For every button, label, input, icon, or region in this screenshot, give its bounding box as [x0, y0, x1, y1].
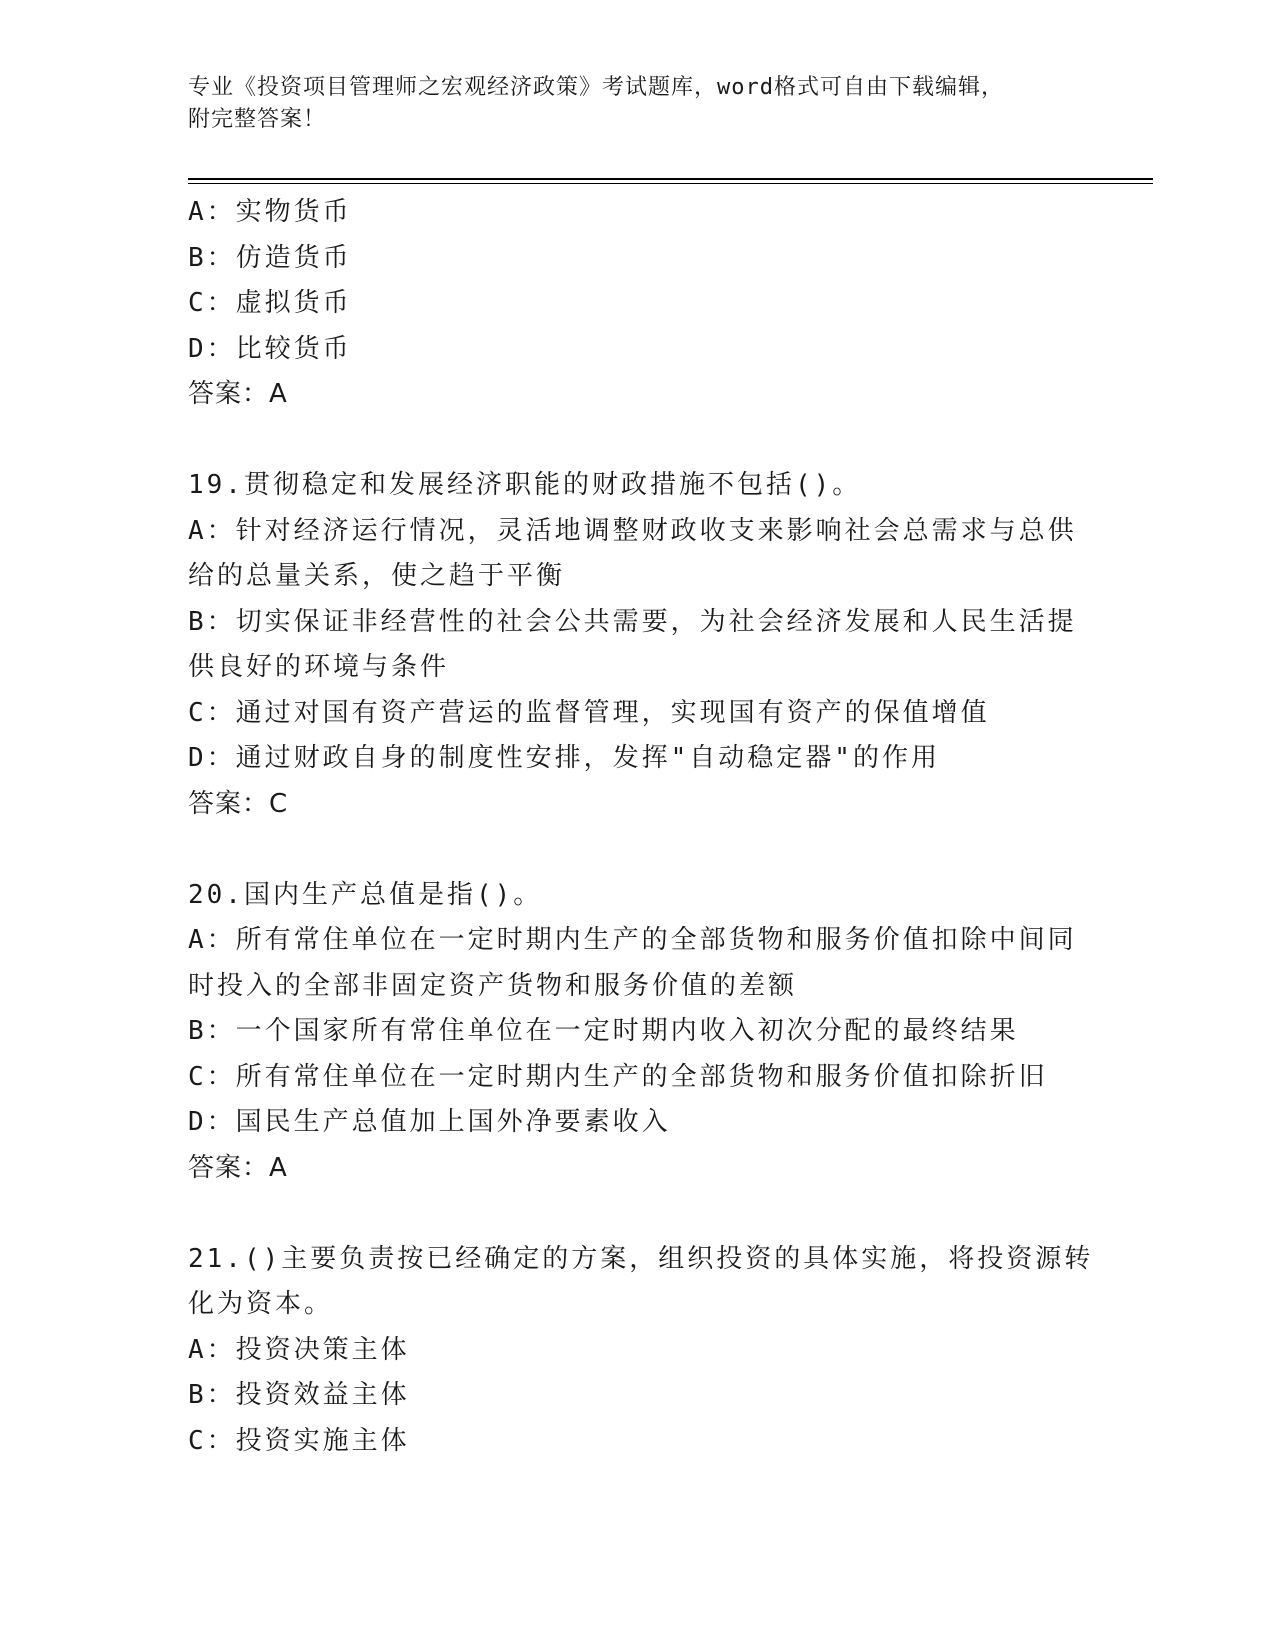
- option-line: C：所有常住单位在一定时期内生产的全部货物和服务价值扣除折旧: [188, 1061, 1048, 1092]
- option-line: B：投资效益主体: [188, 1380, 410, 1410]
- question-stem: 20.国内生产总值是指()。: [188, 879, 543, 910]
- header-line-1: 专业《投资项目管理师之宏观经济政策》考试题库，word格式可自由下载编辑，: [188, 75, 1004, 100]
- question-stem-continuation: 化为资本。: [188, 1289, 334, 1319]
- option-line: A：实物货币: [188, 197, 352, 227]
- option-line: B：仿造货币: [188, 242, 352, 273]
- option-line: A：所有常住单位在一定时期内生产的全部货物和服务价值扣除中间同: [188, 925, 1077, 955]
- option-line: D：比较货币: [188, 333, 352, 364]
- previous-question-block: [188, 190, 1088, 418]
- question-body: [188, 190, 1094, 1464]
- answer-line: 答案：C: [188, 788, 289, 819]
- answer-line: 答案：A: [188, 379, 288, 409]
- option-line: C：投资实施主体: [188, 1425, 410, 1456]
- spacer: [188, 827, 1088, 873]
- option-line: A：投资决策主体: [188, 1334, 410, 1365]
- document-header: [188, 72, 1088, 136]
- question-19: [188, 463, 1088, 827]
- option-line: D：通过财政自身的制度性安排，发挥"自动稳定器"的作用: [188, 743, 940, 773]
- question-stem: 21.()主要负责按已经确定的方案，组织投资的具体实施，将投资源转: [188, 1243, 1094, 1274]
- header-line-2: 附完整答案！: [188, 107, 327, 132]
- option-line: C：通过对国有资产营运的监督管理，实现国有资产的保值增值: [188, 697, 990, 728]
- header-rule-thin: [188, 183, 1153, 184]
- question-21: [188, 1237, 1094, 1465]
- option-continuation: 时投入的全部非固定资产货物和服务价值的差额: [188, 970, 798, 1001]
- option-continuation: 给的总量关系，使之趋于平衡: [188, 561, 566, 591]
- spacer: [188, 418, 1088, 464]
- option-line: A：针对经济运行情况，灵活地调整财政收支来影响社会总需求与总供: [188, 515, 1077, 546]
- answer-line: 答案：A: [188, 1152, 288, 1183]
- spacer: [188, 1191, 1088, 1237]
- option-line: D：国民生产总值加上国外净要素收入: [188, 1107, 671, 1137]
- option-continuation: 供良好的环境与条件: [188, 652, 450, 682]
- header-rule-thick: [188, 178, 1153, 180]
- question-20: [188, 873, 1088, 1192]
- option-line: C：虚拟货币: [188, 288, 352, 318]
- option-line: B：切实保证非经营性的社会公共需要，为社会经济发展和人民生活提: [188, 606, 1077, 637]
- question-stem: 19.贯彻稳定和发展经济职能的财政措施不包括()。: [188, 470, 862, 500]
- option-line: B：一个国家所有常住单位在一定时期内收入初次分配的最终结果: [188, 1016, 1019, 1046]
